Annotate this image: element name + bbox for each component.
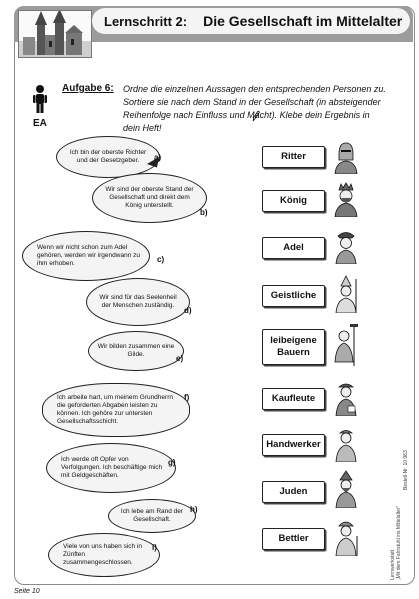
page-number: Seite 10 bbox=[14, 588, 40, 595]
person-label: Ritter bbox=[281, 151, 306, 162]
statement-bubble-b[interactable] bbox=[92, 173, 207, 223]
person-label: Handwerker bbox=[266, 439, 321, 450]
knight-portrait-icon bbox=[332, 140, 360, 174]
statement-letter-d: d) bbox=[184, 306, 192, 315]
person-label: Geistliche bbox=[270, 290, 317, 301]
statement-letter-g: g) bbox=[168, 458, 176, 467]
person-box-bauern[interactable] bbox=[262, 329, 325, 365]
cathedral-image bbox=[18, 10, 92, 58]
statement-letter-a: a) bbox=[154, 153, 162, 162]
task-instructions: Ordne die einzelnen Aussagen den entsprechenden Personen zu. Sortiere sie nach dem Stand in der Gesellschaft (in absteigender Reihenfolge nach Einfluss und Macht). Klebe dein Ergebnis in dein Heft! bbox=[123, 84, 386, 133]
statement-bubble-e[interactable] bbox=[88, 331, 184, 371]
statement-bubble-c[interactable] bbox=[22, 231, 150, 281]
beggar-portrait-icon bbox=[332, 516, 360, 556]
imprint-order-number: Bestell-Nr. 10 963 bbox=[403, 450, 409, 490]
person-label: Juden bbox=[279, 486, 308, 497]
statement-letter-b: b) bbox=[200, 208, 208, 217]
person-box-bettler[interactable] bbox=[262, 528, 325, 550]
person-box-handwerker[interactable] bbox=[262, 434, 325, 456]
statement-bubble-f[interactable] bbox=[42, 383, 190, 437]
statement-text: Wir bilden zusammen eine Gilde. bbox=[97, 343, 175, 358]
person-label: Bettler bbox=[278, 533, 309, 544]
work-form-label: EA bbox=[33, 118, 47, 129]
craftsman-portrait-icon bbox=[332, 424, 360, 462]
person-box-kaufleute[interactable] bbox=[262, 388, 325, 410]
person-label: Adel bbox=[283, 242, 304, 253]
statement-text: Ich werde oft Opfer von Verfolgungen. Ich beschäftige mich mit Geldgeschäften. bbox=[61, 456, 163, 479]
statement-bubble-a[interactable] bbox=[56, 136, 160, 178]
king-portrait-icon bbox=[332, 181, 360, 217]
task-label: Aufgabe 6: bbox=[62, 83, 114, 94]
statement-text: Ich bin der oberste Richter und der Gesetzgeber. bbox=[69, 149, 147, 164]
statement-bubble-i[interactable] bbox=[48, 533, 160, 577]
statement-bubble-d[interactable] bbox=[86, 278, 190, 326]
noble-portrait-icon bbox=[332, 228, 360, 264]
person-label: Kaufleute bbox=[271, 393, 316, 404]
statement-bubble-h[interactable] bbox=[108, 499, 196, 533]
person-box-geistliche[interactable] bbox=[262, 285, 325, 307]
statement-letter-f: f) bbox=[184, 393, 190, 402]
person-label: leibeigene Bauern bbox=[270, 335, 317, 358]
statement-letter-c: c) bbox=[157, 255, 165, 264]
lesson-label: Lernschritt 2: bbox=[104, 14, 188, 29]
person-box-koenig[interactable] bbox=[262, 190, 325, 212]
statement-text: Viele von uns haben sich in Zünften zusammengeschlossen. bbox=[63, 543, 143, 566]
statement-letter-e: e) bbox=[176, 354, 184, 363]
statement-text: Wenn wir nicht schon zum Adel gehören, werden wir irgendwann zu ihm erhoben. bbox=[37, 244, 140, 267]
person-label: König bbox=[280, 195, 307, 206]
statement-letter-h: h) bbox=[190, 505, 198, 514]
person-box-adel[interactable] bbox=[262, 237, 325, 259]
student-icon bbox=[33, 84, 47, 114]
statement-text: Ich arbeite hart, um meinem Grundherrn die geforderten Abgaben leisten zu können. Ich gehöre zur untersten Gesellschaftsschicht. bbox=[57, 394, 173, 425]
page-title bbox=[104, 13, 402, 29]
statement-bubble-g[interactable] bbox=[46, 443, 176, 493]
peasant-portrait-icon bbox=[332, 322, 360, 366]
statement-text: Wir sind für das Seelenheil der Menschen zuständig. bbox=[99, 294, 177, 309]
pencil-icon bbox=[252, 110, 260, 122]
statement-text: Ich lebe am Rand der Gesellschaft. bbox=[120, 508, 184, 523]
imprint-line: „Mit dem Fahrstuhl ins Mittelalter" bbox=[396, 505, 402, 580]
imprint-line: Lernwerkstatt bbox=[390, 549, 396, 580]
jew-portrait-icon bbox=[332, 470, 360, 508]
person-box-ritter[interactable] bbox=[262, 146, 325, 168]
title-text: Die Gesellschaft im Mittelalter bbox=[203, 13, 403, 29]
bishop-portrait-icon bbox=[332, 275, 360, 313]
merchant-portrait-icon bbox=[332, 378, 360, 416]
person-box-juden[interactable] bbox=[262, 481, 325, 503]
statement-letter-i: i) bbox=[152, 543, 157, 552]
side-imprint bbox=[390, 430, 409, 580]
statement-text: Wir sind der oberste Stand der Gesellschaft und direkt dem König unterstellt. bbox=[105, 186, 194, 209]
